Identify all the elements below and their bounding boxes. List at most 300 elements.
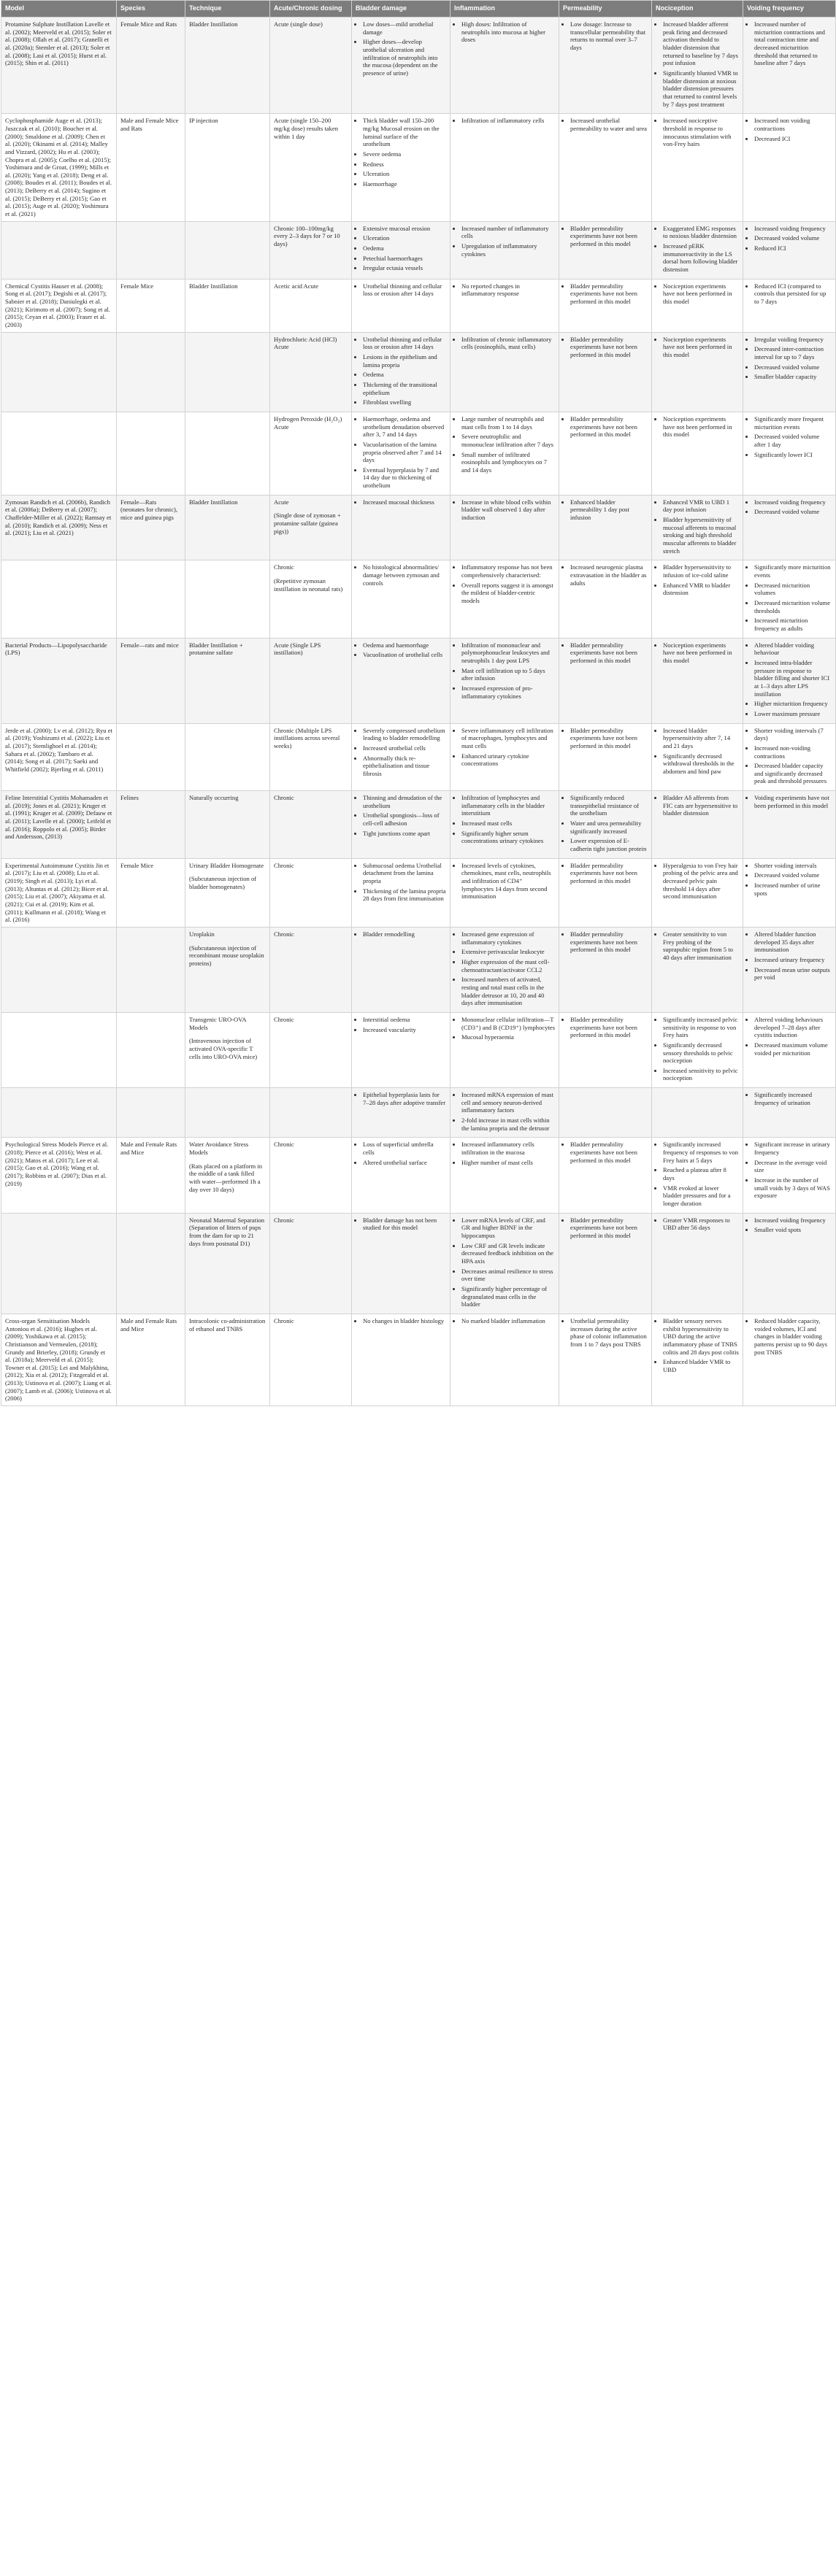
cell-permeability	[559, 1138, 652, 1213]
cell-nociception	[652, 927, 743, 1012]
cell-technique: IP injection	[185, 114, 270, 222]
header-dosing: Acute/Chronic dosing	[270, 1, 352, 18]
finding-list	[454, 1317, 555, 1325]
finding-item: • Bladder permeability experiments have not been performed in this model	[570, 1216, 648, 1240]
finding-item: • Higher number of mast cells	[461, 1159, 555, 1167]
finding-item: • Altered voiding behaviours developed 7–28 days after cystitis induction	[754, 1016, 832, 1039]
finding-item: • Increased numbers of activated, resting and total mast cells in the bladder detrusor at 10, 20 and 40 days after immunisation	[461, 976, 555, 1007]
finding-item: • Significantly decreased sensory thresholds to pelvic nociception	[663, 1041, 739, 1065]
cell-voiding-frequency	[743, 114, 836, 222]
finding-list	[563, 1317, 648, 1349]
cell-nociception	[652, 638, 743, 723]
cell-species	[117, 560, 185, 638]
cell-voiding-frequency	[743, 18, 836, 114]
cell-technique: Bladder Instillation	[185, 18, 270, 114]
cell-inflammation	[450, 1314, 559, 1405]
finding-item: • Increased urothelial cells	[363, 744, 446, 752]
cell-dosing: Acute (single 150–200 mg/kg dose) results taken within 1 day	[270, 114, 352, 222]
finding-list	[454, 1216, 555, 1308]
finding-item: • Increased micturition frequency as adults	[754, 617, 832, 632]
finding-list	[656, 862, 739, 901]
finding-item: • Urothelial thinning and cellular loss or erosion after 14 days	[363, 336, 446, 351]
cell-technique: Urinary Bladder Homogenate (Subcutaneous injection of bladder homogenates)	[185, 858, 270, 927]
finding-item: • Increased gene expression of inflammatory cytokines	[461, 930, 555, 946]
cell-voiding-frequency	[743, 1138, 836, 1213]
table-row	[1, 412, 836, 495]
cell-nociception	[652, 279, 743, 332]
cell-technique: Uroplakin (Subcutaneous injection of recombinant mouse uroplakin proteins)	[185, 927, 270, 1012]
finding-item: • Redness	[363, 161, 446, 169]
cell-nociception	[652, 1088, 743, 1138]
cell-permeability	[559, 638, 652, 723]
cell-species: Felines	[117, 791, 185, 859]
table-row	[1, 495, 836, 560]
finding-item: • Ulceration	[363, 170, 446, 178]
finding-list	[563, 727, 648, 750]
cell-inflammation	[450, 858, 559, 927]
finding-item: • Increased pERK immunoreactivity in the LS dorsal horn following bladder distension	[663, 242, 739, 274]
table-row	[1, 638, 836, 723]
table-header	[1, 1, 836, 18]
finding-item: • Increased voiding frequency	[754, 225, 832, 233]
finding-item: • Decreased micturition volumes	[754, 582, 832, 597]
finding-list	[563, 1016, 648, 1039]
cell-model: Protamine Sulphate Instillation Lavelle et al. (2002); Meerveld et al. (2015); Soler et al. (2008); Ollah et al. (2017); Granelli et al. (2020a); Stemler et al. (2013); Soler et al. (2008); Lasi et al. (2015); Hurst et al. (2015); Shin et al. (2011)	[1, 18, 117, 114]
finding-item: • Enhanced urinary cytokine concentrations	[461, 752, 555, 768]
cell-model: Cyclophosphamide Auge et al. (2013); Juszczak et al. (2010); Boucher et al. (2000); Smaldone et al. (2009); Chen et al. (2020); Okinami et al. (2014); Malley and Vizzard, (2002); Hu et al. (2003); Chopra et al. (2005); Coelho et al. (2015); Yoshimura and de Groat, (1999); Mills et al. (2020); Yang et al. (2018); Deng et al. (2008); Boudes et al. (2011); Boudes et al. (2013); DeBerry et al. (2014); Sugino et al. (2015); DeBerry et al. (2015); Gao et al. (2015); Auge et al. (2020); Yoshimura et al. (2021)	[1, 114, 117, 222]
finding-list	[563, 1216, 648, 1240]
finding-list	[747, 641, 832, 718]
finding-list	[356, 282, 446, 298]
table-row	[1, 791, 836, 859]
cell-nociception	[652, 1138, 743, 1213]
cell-model: Experimental Autoimmune Cystitis Jin et al. (2017); Liu et al. (2008); Liu et al. (2019); Singh et al. (2013); Lyi et al. (2013); Altuntas et al. (2012); Bicer et al. (2015); Liu et al. (2007); Akiyama et al. (2021); Cui et al. (2019); Kim et al. (2011); Kullmann et al. (2018); Wang et al. (2016)	[1, 858, 117, 927]
finding-list	[563, 641, 648, 665]
cell-voiding-frequency	[743, 412, 836, 495]
cell-bladder-damage	[352, 1213, 450, 1314]
table-row	[1, 114, 836, 222]
cell-model: Cross-organ Sensitisation Models Antoniou et al. (2016); Hughes et al. (2009); Yoshikawa et al. (2015); Christianson and Vermeulen, (2018); Grundy and Brierley, (2018); Grundy et al. (2018a); Meerveld et al. (2015); Towner et al. (2015); Lei and Malykhina, (2012); Xia et al. (2012); Fitzgerald et al. (2013); Ustinova et al. (2007); Liang et al. (2007); Lamb et al. (2006); Ustinova et al. (2006)	[1, 1314, 117, 1405]
finding-item: • Significantly lower ICI	[754, 451, 832, 459]
table-row	[1, 723, 836, 791]
cell-dosing: Hydrogen Peroxide (H₂O₂) Acute	[270, 412, 352, 495]
finding-item: • Reached a plateau after 8 days	[663, 1166, 739, 1181]
finding-list	[747, 117, 832, 142]
cell-permeability	[559, 18, 652, 114]
header-species: Species	[117, 1, 185, 18]
cell-species	[117, 412, 185, 495]
finding-item: • Decreased bladder capacity and significantly decreased peak and threshold pressures	[754, 762, 832, 785]
finding-item: • Decreased mean urine outputs per void	[754, 966, 832, 982]
finding-list	[747, 930, 832, 982]
cell-permeability	[559, 221, 652, 279]
cell-species: Male and Female Rats and Mice	[117, 1138, 185, 1213]
finding-item: • Higher expression of the mast cell-chemoattractant/activator CCL2	[461, 958, 555, 973]
cell-model	[1, 1213, 117, 1314]
cell-voiding-frequency	[743, 858, 836, 927]
cell-technique	[185, 412, 270, 495]
finding-item: • Infiltration of chronic inflammatory cells (eosinophils, mast cells)	[461, 336, 555, 351]
finding-list	[656, 20, 739, 108]
finding-item: • Overall reports suggest it is amongst the mildest of bladder-centric models	[461, 582, 555, 605]
cell-inflammation	[450, 1213, 559, 1314]
finding-list	[356, 1317, 446, 1325]
finding-item: • Altered bladder function developed 35 days after immunisation	[754, 930, 832, 954]
cell-nociception	[652, 495, 743, 560]
cell-inflammation	[450, 495, 559, 560]
cell-species: Female Mice	[117, 858, 185, 927]
cell-permeability	[559, 927, 652, 1012]
finding-item: • Exaggerated EMG responses to noxious bladder distension	[663, 225, 739, 240]
table-row	[1, 221, 836, 279]
finding-item: • No histological abnormalities/ damage between zymosan and controls	[363, 563, 446, 587]
finding-item: • Ulceration	[363, 234, 446, 242]
finding-item: • High doses: Infiltration of neutrophils into mucosa at higher doses	[461, 20, 555, 44]
cell-inflammation	[450, 221, 559, 279]
cell-nociception	[652, 1012, 743, 1087]
finding-item: • Bladder permeability experiments have not been performed in this model	[570, 225, 648, 248]
cell-technique: Bladder Instillation	[185, 495, 270, 560]
finding-item: • Increased voiding frequency	[754, 498, 832, 506]
cell-dosing: Acute (Single dose of zymosan + protamine sulfate (guinea pigs))	[270, 495, 352, 560]
cell-technique: Intracolonic co-administration of ethanol and TNBS	[185, 1314, 270, 1405]
cell-voiding-frequency	[743, 638, 836, 723]
cell-bladder-damage	[352, 638, 450, 723]
finding-item: • Infiltration of mononuclear and polymorphonuclear leukocytes and neutrophils 1 day post LPS	[461, 641, 555, 665]
finding-list	[563, 794, 648, 853]
cell-species: Female—Rats (neonates for chronic), mice and guinea pigs	[117, 495, 185, 560]
finding-list	[563, 415, 648, 439]
finding-item: • Significantly more frequent micturition events	[754, 415, 832, 431]
cell-nociception	[652, 332, 743, 412]
finding-item: • Submucosal oedema Urothelial detachment from the lamina propria	[363, 862, 446, 885]
finding-list	[747, 563, 832, 632]
cell-dosing: Chronic	[270, 1012, 352, 1087]
cell-technique: Bladder Instillation + protamine sulfate	[185, 638, 270, 723]
cell-nociception	[652, 560, 743, 638]
finding-item: • Decreased voided volume after 1 day	[754, 433, 832, 448]
finding-item: • Increased number of urine spots	[754, 882, 832, 897]
cell-nociception	[652, 723, 743, 791]
cell-nociception	[652, 1213, 743, 1314]
finding-list	[356, 641, 446, 659]
cell-voiding-frequency	[743, 1012, 836, 1087]
finding-item: • Lesions in the epithelium and lamina propria	[363, 353, 446, 369]
finding-list	[454, 727, 555, 768]
finding-item: • Increased levels of cytokines, chemokines, mast cells, neutrophils and infiltration of CD4⁺ lymphocytes 14 days from second immunisation	[461, 862, 555, 901]
table-row	[1, 332, 836, 412]
finding-list	[747, 727, 832, 786]
table-body	[1, 18, 836, 1406]
finding-list	[454, 336, 555, 351]
finding-item: • Urothelial permeability increases during the active phase of colonic inflammation from 1 to 7 days post TNBS	[570, 1317, 648, 1349]
cell-model	[1, 927, 117, 1012]
cell-voiding-frequency	[743, 1213, 836, 1314]
header-model: Model	[1, 1, 117, 18]
finding-list	[656, 1216, 739, 1232]
finding-list	[356, 225, 446, 272]
finding-item: • Bladder permeability experiments have not been performed in this model	[570, 930, 648, 954]
finding-item: • Altered bladder voiding behaviour	[754, 641, 832, 657]
finding-item: • Reduced ICI (compared to controls that persisted for up to 7 days	[754, 282, 832, 306]
finding-item: • No marked bladder inflammation	[461, 1317, 555, 1325]
finding-item: • Irregular ectasia vessels	[363, 264, 446, 272]
finding-item: • Significantly increased frequency of responses to von Frey hairs at 5 days	[663, 1141, 739, 1164]
finding-item: • Infiltration of inflammatory cells	[461, 117, 555, 125]
finding-item: • Increase in white blood cells within bladder wall observed 1 day after induction	[461, 498, 555, 522]
cell-bladder-damage	[352, 560, 450, 638]
finding-item: • Enhanced bladder permeability 1 day post infusion	[570, 498, 648, 522]
cell-bladder-damage	[352, 114, 450, 222]
finding-item: • Smaller void spots	[754, 1226, 832, 1234]
cell-voiding-frequency	[743, 791, 836, 859]
cell-inflammation	[450, 279, 559, 332]
finding-item: • Bladder permeability experiments have not been performed in this model	[570, 727, 648, 750]
finding-item: • Lower expression of E-cadherin tight junction protein	[570, 837, 648, 852]
cell-voiding-frequency	[743, 1314, 836, 1405]
finding-list	[356, 1216, 446, 1232]
cell-nociception	[652, 412, 743, 495]
finding-item: • VMR evoked at lower bladder pressures and for a longer duration	[663, 1184, 739, 1208]
finding-item: • Petechial haemorrhages	[363, 255, 446, 263]
table-row	[1, 1213, 836, 1314]
finding-item: • Significant increase in urinary frequency	[754, 1141, 832, 1156]
finding-item: • Enhanced VMR to UBD 1 day post infusion	[663, 498, 739, 514]
finding-item: • Increased expression of pro-inflammatory cytokines	[461, 685, 555, 700]
finding-item: • Increased vascularity	[363, 1026, 446, 1034]
finding-list	[454, 794, 555, 845]
finding-item: • Bladder permeability experiments have not been performed in this model	[570, 862, 648, 885]
cell-inflammation	[450, 1138, 559, 1213]
finding-item: • Nociception experiments have not been performed in this model	[663, 282, 739, 306]
cell-species	[117, 1088, 185, 1138]
finding-item: • Fibroblast swelling	[363, 398, 446, 406]
finding-item: • Decreased voided volume	[754, 508, 832, 516]
finding-item: • Interstitial oedema	[363, 1016, 446, 1024]
cell-inflammation	[450, 1088, 559, 1138]
cell-model	[1, 1012, 117, 1087]
header-row	[1, 1, 836, 18]
finding-item: • Decreased voided volume	[754, 363, 832, 371]
finding-item: • Severe oedema	[363, 150, 446, 158]
finding-item: • Significantly higher serum concentrations urinary cytokines	[461, 830, 555, 845]
cell-model: Jerde et al. (2000); Lv et al. (2012); Ryu et al. (2019); Yoshizumi et al. (2022); Liu et al. (2017); Stemlighoel et al. (2014); Sahara et al. (2002); Tambaro et al. (2014); Song et al. (2017); Saeki and Whitfield (2002); Bjerling et al. (2011)	[1, 723, 117, 791]
cell-dosing: Acute (Single LPS instillation)	[270, 638, 352, 723]
finding-item: • Urothelial thinning and cellular loss or erosion after 14 days	[363, 282, 446, 298]
finding-item: • Severe inflammatory cell infiltration of macrophages, lymphocytes and mast cells	[461, 727, 555, 750]
finding-list	[747, 498, 832, 516]
finding-item: • Increased mast cells	[461, 820, 555, 828]
finding-item: • Mononuclear cellular infiltration—T (CD3⁺) and B (CD19⁺) lymphocytes	[461, 1016, 555, 1031]
finding-list	[656, 117, 739, 148]
finding-item: • Altered urothelial surface	[363, 1159, 446, 1167]
finding-item: • Increased voiding frequency	[754, 1216, 832, 1225]
finding-item: • Low dosage: Increase to transcellular permeability that returns to normal over 3–7 days	[570, 20, 648, 52]
finding-item: • Decreased micturition volume thresholds	[754, 599, 832, 614]
cell-permeability	[559, 1012, 652, 1087]
finding-item: • Upregulation of inflammatory cytokines	[461, 242, 555, 258]
finding-list	[356, 117, 446, 188]
finding-item: • Severely compressed urothelium leading to bladder remodelling	[363, 727, 446, 742]
finding-list	[747, 1216, 832, 1234]
finding-item: • Bladder damage has not been studied for this model	[363, 1216, 446, 1232]
finding-item: • Increased non-voiding contractions	[754, 744, 832, 760]
finding-item: • Lower mRNA levels of CRF, and GR and higher BDNF in the hippocampus	[461, 1216, 555, 1240]
finding-list	[563, 225, 648, 248]
finding-item: • Significantly reduced transepithelial resistance of the urothelium	[570, 794, 648, 817]
table-row	[1, 1012, 836, 1087]
finding-item: • Severe neutrophilic and mononuclear infiltration after 7 days	[461, 433, 555, 448]
cell-species: Female Mice and Rats	[117, 18, 185, 114]
finding-item: • Increased number of inflammatory cells	[461, 225, 555, 240]
finding-item: • Thinning and denudation of the urothelium	[363, 794, 446, 809]
cell-bladder-damage	[352, 1088, 450, 1138]
finding-item: • Large number of neutrophils and mast cells from 1 to 14 days	[461, 415, 555, 431]
finding-item: • Bladder sensory nerves exhibit hypersensitivity to UBD during the active inflammatory phase of TNBS colitis and 28 days post colitis	[663, 1317, 739, 1356]
cell-technique: Water Avoidance Stress Models (Rats placed on a platform in the middle of a tank filled with water—performed 1h a day over 10 days)	[185, 1138, 270, 1213]
cell-model	[1, 412, 117, 495]
finding-item: • Significantly decreased withdrawal thresholds in the abdomen and hind paw	[663, 752, 739, 776]
finding-item: • Irregular voiding frequency	[754, 336, 832, 344]
finding-list	[656, 794, 739, 817]
finding-list	[747, 225, 832, 252]
table-row	[1, 1088, 836, 1138]
finding-item: • Increased bladder afferent peak firing and decreased activation threshold to bladder distension that returned to baseline by 7 days post infusion	[663, 20, 739, 67]
cell-nociception	[652, 1314, 743, 1405]
finding-item: • Increase in the number of small voids by 3 days of WAS exposure	[754, 1176, 832, 1200]
cell-inflammation	[450, 18, 559, 114]
header-bladder-damage: Bladder damage	[352, 1, 450, 18]
finding-item: • Bladder permeability experiments have not been performed in this model	[570, 641, 648, 665]
cell-nociception	[652, 221, 743, 279]
finding-item: • Significantly higher percentage of degranulated mast cells in the bladder	[461, 1285, 555, 1308]
finding-item: • No changes in bladder histology	[363, 1317, 446, 1325]
finding-item: • Higher doses—develop urothelial ulceration and infiltration of neutrophils into the mucosa (dependent on the presence of urine)	[363, 38, 446, 77]
finding-list	[747, 1091, 832, 1106]
table-row	[1, 18, 836, 114]
finding-list	[356, 727, 446, 778]
finding-item: • Greater VMR responses to UBD after 56 days	[663, 1216, 739, 1232]
finding-item: • Mucosal hyperaemia	[461, 1033, 555, 1041]
finding-item: • Bladder hypersensitivity of mucosal afferents to mucosal stroking and high threshold muscular afferents to bladder stretch	[663, 516, 739, 555]
finding-item: • Low CRF and GR levels indicate decreased feedback inhibition on the HPA axis	[461, 1242, 555, 1265]
finding-item: • Significantly blunted VMR to bladder distension at noxious bladder distension pressures that returned to control levels by 7 days post treatment	[663, 69, 739, 108]
cell-permeability	[559, 495, 652, 560]
cell-permeability	[559, 1213, 652, 1314]
finding-list	[656, 1016, 739, 1082]
cell-permeability	[559, 1314, 652, 1405]
cell-dosing: Chronic	[270, 858, 352, 927]
finding-list	[356, 862, 446, 903]
finding-item: • Oedema	[363, 371, 446, 379]
finding-item: • Abnormally thick re-epithelialisation and tissue fibrosis	[363, 755, 446, 778]
finding-list	[563, 862, 648, 885]
finding-list	[454, 117, 555, 125]
finding-item: • Significantly increased pelvic sensitivity in response to von Frey hairs	[663, 1016, 739, 1039]
cell-bladder-damage	[352, 723, 450, 791]
cell-bladder-damage	[352, 791, 450, 859]
cell-species	[117, 1012, 185, 1087]
header-inflammation: Inflammation	[450, 1, 559, 18]
finding-item: • Decreased maximum volume voided per micturition	[754, 1041, 832, 1057]
cell-voiding-frequency	[743, 221, 836, 279]
cell-bladder-damage	[352, 18, 450, 114]
cell-nociception	[652, 18, 743, 114]
finding-list	[656, 641, 739, 665]
finding-list	[356, 794, 446, 837]
cell-inflammation	[450, 791, 559, 859]
finding-list	[454, 498, 555, 522]
cell-voiding-frequency	[743, 495, 836, 560]
cell-permeability	[559, 412, 652, 495]
finding-list	[656, 563, 739, 597]
cell-model: Chemical Cystitis Hauser et al. (2008); Song et al. (2017); Degishi et al. (2017); Sabnier et al. (2018); Daniulegki et al. (2021); Kirimoto et al. (2007); Song et al. (2015); Ceyan et al. (2003); Fraser et al. (2003)	[1, 279, 117, 332]
finding-item: • Decreased voided volume	[754, 871, 832, 879]
finding-item: • Enhanced bladder VMR to UBD	[663, 1358, 739, 1373]
table-row	[1, 927, 836, 1012]
finding-list	[747, 862, 832, 898]
cell-model: Zymosan Randich et al. (2006b), Randich et al. (2006a); DeBerry et al. (2007); Chaffelder-Miller et al. (2022); Ramsay et al. (2010); Randich et al. (2009); Ness et al. (2021); Liu et al. (2021)	[1, 495, 117, 560]
finding-item: • Infiltration of lymphocytes and inflammatory cells in the bladder interstitium	[461, 794, 555, 817]
finding-item: • 2-fold increase in mast cells within the lamina propria and the detrusor	[461, 1117, 555, 1132]
finding-item: • Reduced ICI	[754, 244, 832, 252]
finding-item: • Significantly more micturition events	[754, 563, 832, 579]
cell-technique: Bladder Instillation	[185, 279, 270, 332]
finding-list	[747, 415, 832, 458]
finding-item: • Low doses—mild urothelial damage	[363, 20, 446, 36]
finding-list	[454, 563, 555, 604]
finding-list	[656, 336, 739, 359]
finding-item: • Oedema	[363, 244, 446, 252]
finding-list	[563, 563, 648, 587]
finding-list	[454, 862, 555, 901]
finding-item: • Eventual hyperplasia by 7 and 14 day due to thickening of urothelium	[363, 466, 446, 490]
cell-dosing: Hydrochloric Acid (HCl) Acute	[270, 332, 352, 412]
finding-item: • Nociception experiments have not been performed in this model	[663, 641, 739, 665]
table-row	[1, 1314, 836, 1405]
finding-list	[563, 117, 648, 132]
cell-permeability	[559, 560, 652, 638]
cell-technique: Neonatal Maternal Separation (Separation of litters of pups from the dam for up to 21 days from postnatal D1)	[185, 1213, 270, 1314]
cell-inflammation	[450, 560, 559, 638]
finding-list	[356, 930, 446, 938]
finding-item: • Lower maximum pressure	[754, 710, 832, 718]
finding-list	[563, 336, 648, 359]
finding-item: • Decreased inter-contraction interval for up to 7 days	[754, 345, 832, 360]
cell-species: Female—rats and mice	[117, 638, 185, 723]
cell-permeability	[559, 1088, 652, 1138]
finding-list	[454, 1016, 555, 1041]
finding-item: • Increased mRNA expression of mast cell and sensory neuron-derived inflammatory factors	[461, 1091, 555, 1114]
finding-item: • Haemorrhage	[363, 180, 446, 188]
finding-item: • Thickening of the transitional epithelium	[363, 381, 446, 396]
finding-item: • Inflammatory response has not been comprehensively characterised:	[461, 563, 555, 579]
cell-bladder-damage	[352, 927, 450, 1012]
cell-inflammation	[450, 332, 559, 412]
cell-technique	[185, 723, 270, 791]
finding-list	[454, 1141, 555, 1166]
cell-dosing: Chronic 100–100mg/kg every 2–3 days for 7 or 10 days)	[270, 221, 352, 279]
cell-inflammation	[450, 1012, 559, 1087]
finding-item: • Thick bladder wall 150–200 mg/kg Mucosal erosion on the luminal surface of the urothelium	[363, 117, 446, 148]
cell-model: Psychological Stress Models Pierce et al. (2018); Pierce et al. (2016); West et al. (2021); Matos et al. (2017); Lee et al. (2015); Gao et al. (2016); Wang et al. (2017); Robbins et al. (2007); Dias et al. (2019)	[1, 1138, 117, 1213]
cell-permeability	[559, 332, 652, 412]
finding-item: • Increased sensitivity to pelvic nociception	[663, 1067, 739, 1082]
finding-item: • Voiding experiments have not been performed in this model	[754, 794, 832, 809]
cell-bladder-damage	[352, 221, 450, 279]
cell-dosing: Acetic acid Acute	[270, 279, 352, 332]
cell-bladder-damage	[352, 1138, 450, 1213]
